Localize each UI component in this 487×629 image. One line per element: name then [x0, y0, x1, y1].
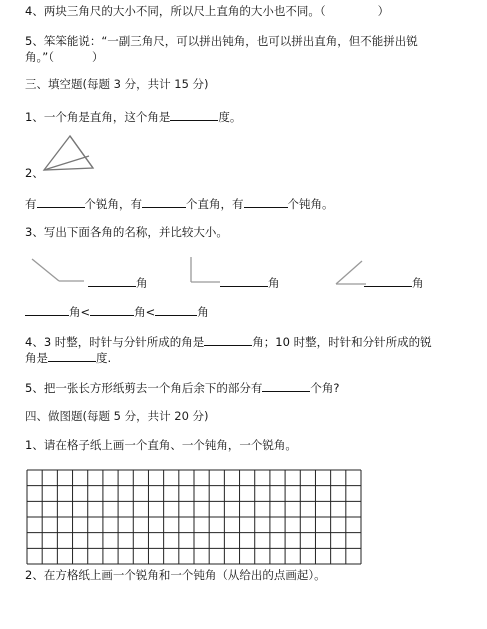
draw-question-1: 1、请在格子纸上画一个直角、一个钝角，一个锐角。 [25, 438, 297, 452]
bracket-close: ） [91, 50, 104, 64]
fill-4-blank-2[interactable] [48, 349, 96, 362]
bracket-close: ） [377, 4, 390, 18]
fill-2-text-d: 个钝角。 [287, 197, 334, 211]
angle-2-answer [220, 274, 280, 291]
angle-3-answer [364, 274, 424, 291]
fill-4-text-a: 4、3 时整，时针与分针所成的角是 [25, 335, 205, 349]
obtuse-count-blank[interactable] [244, 195, 288, 208]
section-4-title: 四、做图题(每题 5 分，共计 20 分) [25, 409, 209, 423]
judge-question-5-line1: 5、笨笨能说：“一副三角尺，可以拼出钝角，也可以拼出直角，但不能拼出锐 [25, 34, 418, 48]
angle-comparison [25, 303, 209, 320]
fill-5-unit: 个角? [310, 381, 340, 395]
fill-question-4-line1 [25, 333, 432, 350]
fill-question-4-line2 [25, 349, 111, 366]
angle-1-blank[interactable] [88, 274, 136, 287]
fill-1-blank[interactable] [170, 108, 218, 121]
judge-question-5-line2 [25, 50, 103, 65]
judge-question-5-text: 角。”（ [25, 50, 54, 64]
fill-2-number: 2、 [25, 166, 44, 180]
fill-question-3: 3、写出下面各角的名称，并比较大小。 [25, 225, 228, 239]
fill-2-text-c: 个直角，有 [186, 197, 244, 211]
fill-4-text-c: 角是 [25, 351, 48, 365]
right-count-blank[interactable] [142, 195, 186, 208]
angle-figure-1 [26, 256, 88, 286]
angle-figure-2 [184, 255, 224, 287]
angle-unit: 角 [197, 305, 209, 319]
comparison-blank-3[interactable] [155, 303, 197, 316]
fill-4-blank-1[interactable] [204, 333, 252, 346]
fill-5-blank[interactable] [262, 379, 310, 392]
grid-paper[interactable] [26, 469, 362, 565]
fill-question-2 [25, 195, 334, 212]
angle-2-blank[interactable] [220, 274, 268, 287]
less-than-1: 角< [69, 305, 91, 319]
fill-5-text: 5、把一张长方形纸剪去一个角后余下的部分有 [25, 381, 263, 395]
comparison-blank-2[interactable] [90, 303, 134, 316]
fill-question-5 [25, 379, 339, 396]
fill-4-text-d: 度. [96, 351, 112, 365]
triangle-figure [40, 134, 96, 174]
judge-question-4 [25, 4, 389, 19]
angle-unit: 角 [268, 276, 280, 290]
comparison-blank-1[interactable] [25, 303, 69, 316]
draw-question-2: 2、在方格纸上画一个锐角和一个钝角（从给出的点画起）。 [25, 568, 326, 582]
fill-2-text-a: 有 [25, 197, 37, 211]
fill-question-1 [25, 108, 241, 125]
less-than-2: 角< [134, 305, 156, 319]
fill-1-unit: 度。 [218, 110, 242, 124]
grid-lines [26, 469, 362, 565]
fill-1-text: 1、一个角是直角，这个角是 [25, 110, 171, 124]
angle-3-blank[interactable] [364, 274, 412, 287]
angle-unit: 角 [412, 276, 424, 290]
judge-question-4-text: 4、两块三角尺的大小不同，所以尺上直角的大小也不同。（ [25, 4, 326, 18]
fill-4-text-b: 角；10 时整，时针和分针所成的锐 [252, 335, 432, 349]
fill-2-text-b: 个锐角，有 [84, 197, 142, 211]
section-3-title: 三、填空题(每题 3 分，共计 15 分) [25, 77, 209, 91]
angle-1-answer [88, 274, 148, 291]
angle-unit: 角 [136, 276, 148, 290]
acute-count-blank[interactable] [37, 195, 85, 208]
